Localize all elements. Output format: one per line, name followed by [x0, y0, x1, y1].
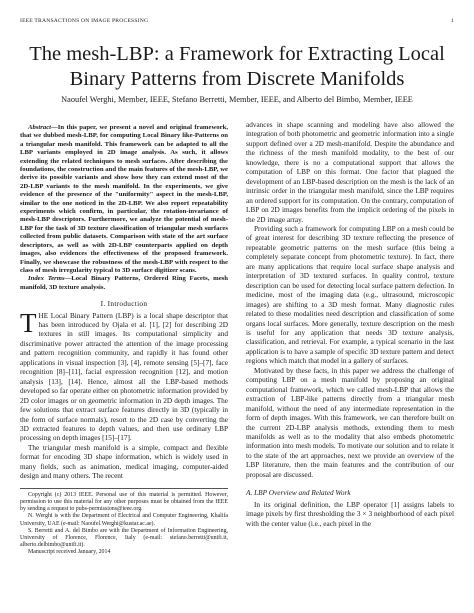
- footnote-copyright: Copyright (c) 2013 IEEE. Personal use of this material is permitted. However, permission to use this material for any other purposes must be obtained from the IEEE by sending a request to pubs-permissions@ieee.org.: [20, 491, 228, 513]
- drop-cap: T: [20, 307, 37, 338]
- left-column: [20, 124, 228, 557]
- index-terms-text: —Local Binary Patterns, Ordered Ring Facets, mesh manifold, 3D texture analysis.: [20, 275, 228, 291]
- footnote-manuscript-received: Manuscript received January, 2014: [28, 549, 111, 556]
- intro-paragraph-1: [20, 307, 228, 444]
- paper-title: The mesh-LBP: a Framework for Extracting Local Binary Patterns from Discrete Manifolds: [29, 43, 445, 90]
- body-paragraph-4: In its original definition, the LBP operator [1] assigns labels to image pixels by first thresholding the 3 × 3 neighborhood of each pixel with the center value (i.e., each pixel in the: [246, 500, 454, 528]
- body-paragraph-3: Motivated by these facts, in this paper we address the challenge of computing LBP on a mesh manifold by proposing an original computational framework, which we called mesh-LBP that allows the extraction of LBP-like patterns directly from a triangular mesh manifold, without the need of any intermediate representation in the form of depth images. With this framework, we can therefore built on the current 2D-LBP analysis methods, extending them to mesh manifolds as well as to the modality that also embeds photometric information into mesh models. To motivate our solution and to relate it to the state of the art approaches, next we provide an overview of the LBP literature, then the main features and the contribution of our proposal are discussed.: [246, 366, 454, 479]
- intro-paragraph-1-text: HE Local Binary Pattern (LBP) is a local shape descriptor that has been introduced by Ojala et al. [1], [2] for describing 2D textures in still images. Its computational simplicity and discriminative power attracted the attention of the image processing and pattern recognition community, and rapidly it has found other applications in visual inspection [3], [4], remote sensing [5]–[7], face recognition [8]–[11], facial expression recognition [12], and motion analysis [13], [14]. Hence, almost all the LBP-based methods developed so far operate either on photometric information provided by 2D color images or on geometric information in 2D depth images. The few solutions that extract surface features directly in 3D (typically in the form of surface normals), resort to the 2D case by converting the 3D extracted features to depth values, and then use ordinary LBP processing on depth images [15]–[17].: [20, 311, 228, 443]
- footnote-authors-berretti-bimbo: S. Berretti and A. del Bimbo are with the Department of Information Engineering, University of Florence, Florence, Italy (e-mail: stefano.berretti@unifi.it, alberto.delbimbo@unifi.it).: [20, 527, 228, 549]
- index-terms: [20, 275, 228, 292]
- right-column: [246, 121, 454, 529]
- page-number: 1: [451, 18, 454, 24]
- footnotes: [20, 488, 228, 557]
- body-paragraph-2: Providing such a framework for computing LBP on a mesh could be of great interest for describing 3D texture reflecting the presence of repeatable geometric patterns on the mesh surface (this being a completely separate concept from photometric texture). In fact, there are many applications that require local surface shape analysis and interpretation of 3D textured surfaces. In quality control, texture description can be used for detecting local surface pattern defection. In medicine, most of the imaging data (e.g., ultrasound, microscopic images) are shifting to a 3D mesh format. Many diagnostic rules related to these modalities need description and classification of some organs local surfaces. More generally, texture description on the mesh is useful for any application that needs 3D texture analysis, classification, and retrieval. For example, a typical scenario in the last application is to have a sample of specific 3D texture pattern and detect regions which match that model in a gallery of surfaces.: [246, 224, 454, 366]
- index-terms-label: Index Terms: [28, 275, 65, 283]
- intro-paragraph-2: The triangular mesh manifold is a simple, compact and flexible format for encoding 3D shape information, which is widely used in many fields, such as animation, medical imaging, computer-aided design and many others. The recent: [20, 443, 228, 481]
- section-heading-introduction: I. Introduction: [100, 299, 148, 309]
- abstract: [20, 124, 228, 275]
- running-head: [20, 18, 454, 24]
- subsection-heading: A. LBP Overview and Related Work: [246, 488, 351, 498]
- abstract-label: Abstract: [28, 124, 52, 131]
- abstract-text: —In this paper, we present a novel and original framework, that we dubbed mesh-LBP, for computing Local Binary like-Patterns on a triangular mesh manifold. This framework can be adapted to all the LBP variants employed in 2D image analysis. As such, it allows extending the related techniques to mesh surfaces. After describing the foundations, the construction and the main features of the mesh-LBP, we derive its possible variants and show how they can extend most of the 2D-LBP variants to the mesh manifold. In the experiments, we give evidence of the presence of the "uniformity" aspect in the mesh-LBP, similar to the one noticed in the 2D-LBP. We also report repeatability experiments which confirm, in particular, the rotation-invariance of mesh-LBP descriptors. Furthermore, we analyze the potential of mesh-LBP for the task of 3D texture classification of triangular mesh surfaces collected from public datasets. Comparison with state of the art surface descriptors, as well as with 2D-LBP counterparts applied on depth images, also evidences the effectiveness of the proposed framework. Finally, we showcase the robustness of the mesh-LBP with respect to the class of mesh irregularity typical to 3D surface digitizer scans.: [20, 124, 228, 274]
- journal-name: IEEE TRANSACTIONS ON IMAGE PROCESSING: [20, 18, 149, 24]
- body-paragraph-1: advances in shape scanning and modeling have also allowed the integration of both photometric and geometric information into a single support defined over a 2D mesh-manifold. Despite the abundance and the richness of the mesh manifold modality, to the best of our knowledge, there is no a computational support that allows the computation of LBP on this format. One factor that plagued the development of an LBP-based description on the mesh is the lack of an intrinsic order in the triangular mesh manifold, since the LBP requires an ordered support for its computation. On the contrary, computation of LBP on 2D images benefits from the implicit ordering of the pixels in the 2D image array.: [246, 121, 454, 224]
- footnote-author-werghi: N. Werghi is with the Department of Electrical and Computer Engineering, Khalifa University, UAE (e-mail: Naoufel.Werghi@kustar.ac.ae).: [20, 513, 228, 527]
- author-list: Naoufel Werghi, Member, IEEE, Stefano Berretti, Member, IEEE, and Alberto del Bimbo, Member, IEEE: [61, 95, 413, 104]
